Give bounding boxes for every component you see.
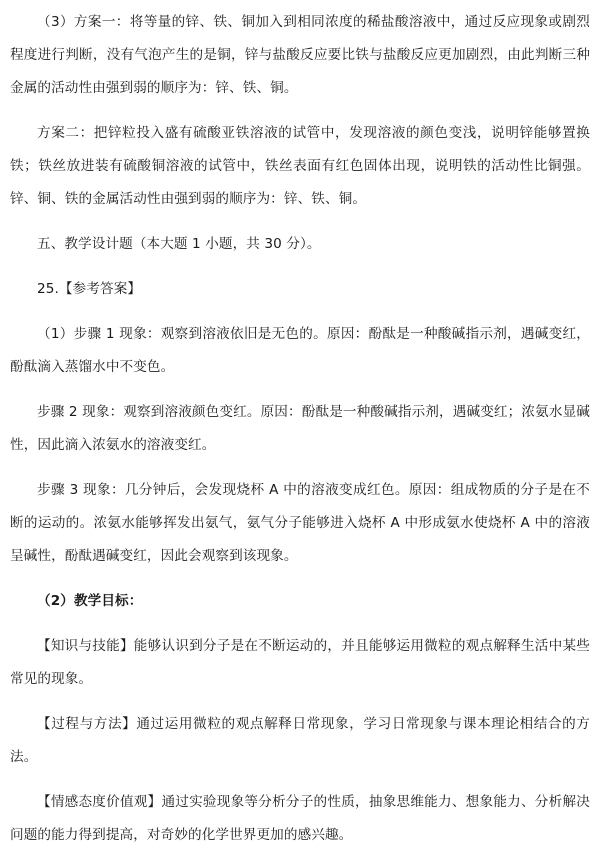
paragraph-plan-one: （3）方案一：将等量的锌、铁、铜加入到相同浓度的稀盐酸溶液中，通过反应现象或剧烈程度进行判断，没有气泡产生的是铜，锌与盐酸反应要比铁与盐酸反应更加剧烈，由此判断三种金属的活动性由强到弱的顺序为：锌、铁、铜。 (10, 14, 590, 96)
text-process-methods: 通过运用微粒的观点解释日常现象，学习日常现象与课本理论相结合的方法。 (10, 716, 591, 765)
paragraph-step-1: （1）步骤 1 现象：观察到溶液依旧是无色的。原因：酚酞是一种酸碱指示剂，遇碱变红，酚酞滴入蒸馏水中不变色。 (10, 326, 590, 375)
question-25-answer-heading: 25.【参考答案】 (37, 281, 142, 297)
tag-knowledge-skills: 【知识与技能】 (37, 638, 134, 654)
paragraph-process-methods (10, 708, 590, 774)
paragraph-emotion-values (10, 786, 590, 852)
text-emotion-values: 通过实验现象等分析分子的性质，抽象思维能力、想象能力、分析解决问题的能力得到提高，对奇妙的化学世界更加的感兴趣。 (10, 794, 590, 843)
teaching-goals-heading: （2）教学目标： (37, 593, 143, 609)
text-knowledge-skills: 能够认识到分子是在不断运动的，并且能够运用微粒的观点解释生活中某些常见的现象。 (10, 638, 590, 687)
section-heading-teaching-design: 五、教学设计题（本大题 1 小题，共 30 分）。 (37, 236, 321, 252)
tag-emotion-values: 【情感态度价值观】 (37, 794, 162, 810)
paragraph-step-3: 步骤 3 现象：几分钟后，会发现烧杯 A 中的溶液变成红色。原因：组成物质的分子是在不断的运动的。浓氨水能够挥发出氨气，氨气分子能够进入烧杯 A 中形成氨水使烧杯 A 中的溶液呈碱性，酚酞遇碱变红，因此会观察到该现象。 (10, 482, 590, 564)
paragraph-step-2: 步骤 2 现象：观察到溶液颜色变红。原因：酚酞是一种酸碱指示剂，遇碱变红；浓氨水显碱性，因此滴入浓氨水的溶液变红。 (10, 404, 590, 453)
paragraph-knowledge-skills (10, 630, 590, 696)
paragraph-plan-two: 方案二：把锌粒投入盛有硫酸亚铁溶液的试管中，发现溶液的颜色变浅，说明锌能够置换铁；铁丝放进装有硫酸铜溶液的试管中，铁丝表面有红色固体出现，说明铁的活动性比铜强。锌、铜、铁的金属活动性由强到弱的顺序为：锌、铁、铜。 (10, 125, 590, 207)
tag-process-methods: 【过程与方法】 (37, 716, 137, 732)
